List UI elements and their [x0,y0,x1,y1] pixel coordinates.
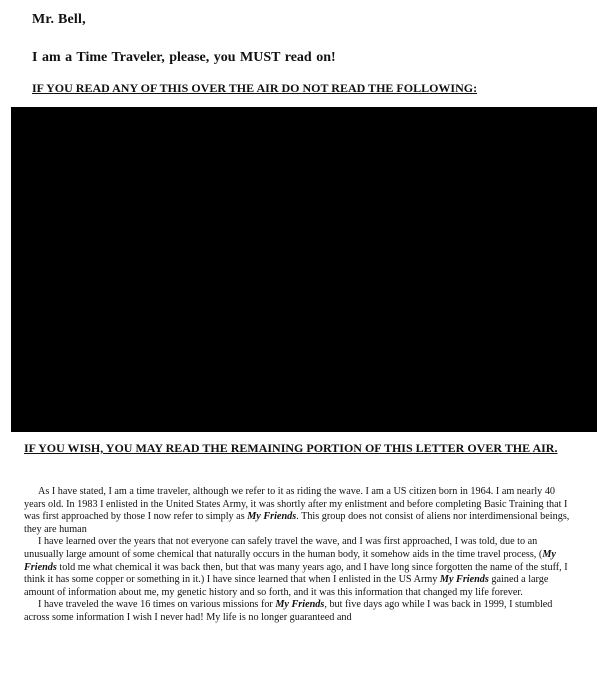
warning-heading: IF YOU READ ANY OF THIS OVER THE AIR DO NOT READ THE FOLLOWING: [32,81,478,95]
my-friends-term: My Friends [275,599,325,611]
letter-body [24,486,575,625]
paragraph-2-text: I have learned over the years that not everyone can safely travel the wave, and I was first approached, I was told, due to an unusually large amount of some chemical that naturally occurs in the human body, it somehow aids in the time travel process, ( [24,536,543,560]
permission-heading: IF YOU WISH, YOU MAY READ THE REMAINING PORTION OF THIS LETTER OVER THE AIR. [24,441,558,455]
paragraph-2 [24,536,575,599]
paragraph-2-text-mid: told me what chemical it was back then, but that was many years ago, and I have long since forgotten the name of the stuff, I think it has some copper or something in it.) I have since learned that when I enlisted in the US Army [24,561,568,586]
paragraph-3-text-end: , but five days ago while I was back in 1999, I stumbled across some information I wish I never had! My life is no longer guaranteed and [24,599,553,623]
redaction-block [11,107,597,432]
my-friends-term: My Friends [247,511,297,523]
paragraph-1-text: As I have stated, I am a time traveler, although we refer to it as riding the wave. I am a US citizen born in 1964. I am nearly 40 years old. In 1983 I enlisted in the United States Army, it was shortly after my enlistment and before completing Basic Training that I was first approached by those I now refer to simply as [24,486,568,523]
paragraph-3-text: I have traveled the wave 16 times on various missions for [38,599,276,611]
paragraph-2-text-end: gained a large amount of information about me, my genetic history and so forth, and it was this information that changed my life forever. [24,574,549,598]
my-friends-term: My Friends [439,574,489,586]
paragraph-3 [24,599,575,624]
paragraph-1 [24,486,575,536]
my-friends-term: My Friends [24,548,556,573]
letter-greeting: Mr. Bell, [32,12,86,27]
letter-intro: I am a Time Traveler, please, you MUST read on! [32,50,336,65]
paragraph-1-text-end: . This group does not consist of aliens nor interdimensional beings, they are human [24,511,570,535]
